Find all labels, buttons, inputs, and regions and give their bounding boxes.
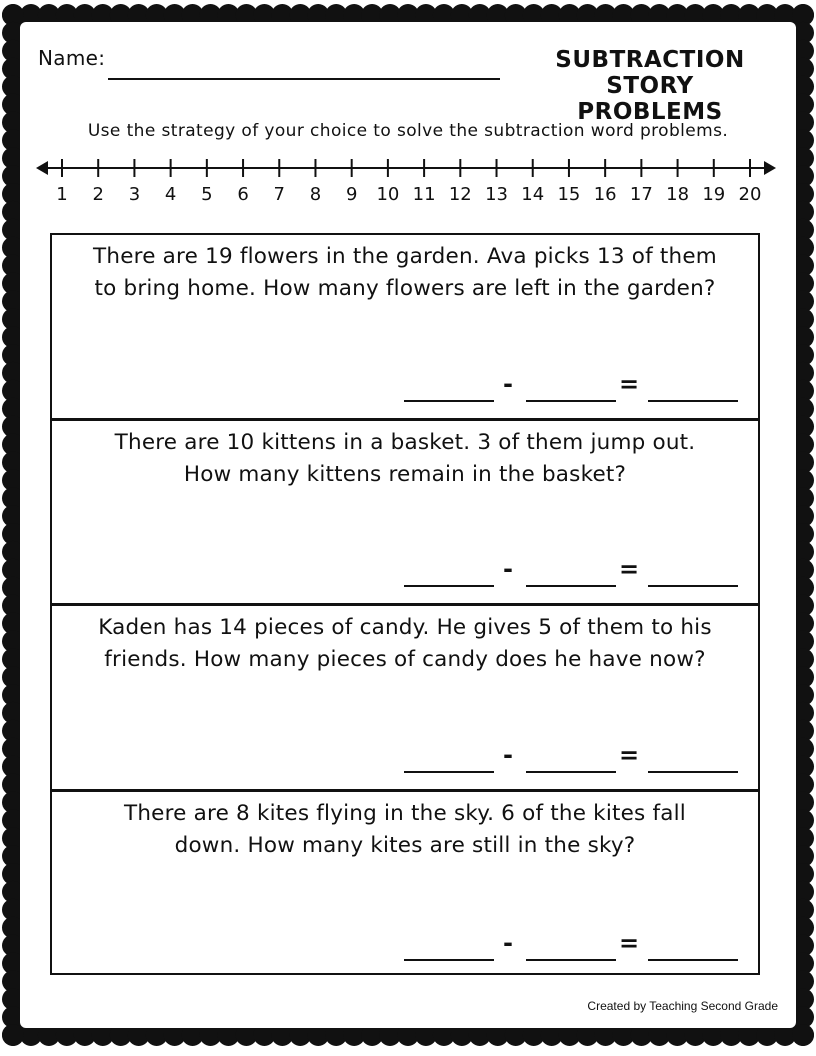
number-line-label: 10	[376, 184, 400, 205]
number-line-label: 5	[201, 184, 213, 205]
equals-sign: =	[618, 929, 640, 957]
minus-sign: -	[503, 555, 513, 583]
title-line-1: SUBTRACTION STORY	[555, 47, 745, 99]
equation-row	[404, 547, 740, 587]
equals-sign: =	[618, 740, 640, 769]
number-line-right-arrow	[764, 161, 776, 175]
number-line-label: 12	[448, 184, 472, 205]
name-write-line[interactable]	[108, 78, 500, 80]
problem-text	[64, 612, 746, 676]
problem-1	[52, 235, 758, 421]
problems-box	[50, 233, 760, 975]
answer-blank[interactable]	[526, 585, 616, 587]
problem-line: There are 8 kites flying in the sky. 6 of the kites fall	[124, 800, 686, 826]
name-label: Name:	[38, 46, 106, 70]
problem-line: down. How many kites are still in the sky?	[174, 832, 636, 858]
problem-2	[52, 421, 758, 607]
problem-4	[52, 792, 758, 978]
answer-blank[interactable]	[526, 771, 616, 773]
number-line-label: 20	[738, 184, 762, 205]
equals-sign: =	[618, 369, 640, 398]
problem-line: Kaden has 14 pieces of candy. He gives 5 of them to his	[98, 615, 712, 640]
answer-blank[interactable]	[404, 585, 494, 587]
number-line-label: 17	[629, 184, 653, 205]
number-line-label: 3	[128, 184, 141, 205]
problem-text	[64, 241, 746, 305]
problem-3	[52, 606, 758, 792]
number-line-label: 15	[557, 184, 581, 205]
number-line-label: 9	[345, 184, 358, 205]
problem-line: friends. How many pieces of candy does he have now?	[104, 647, 706, 672]
equals-sign: =	[618, 555, 640, 583]
number-line-label: 13	[485, 184, 508, 205]
instructions: Use the strategy of your choice to solve the subtraction word problems.	[87, 121, 729, 141]
border-scallop	[2, 1024, 24, 1046]
answer-blank[interactable]	[648, 585, 738, 587]
answer-blank[interactable]	[404, 959, 494, 961]
worksheet-title	[512, 47, 788, 125]
number-line-label: 8	[309, 184, 322, 205]
equation-row	[404, 362, 740, 402]
answer-blank[interactable]	[404, 400, 494, 402]
answer-blank[interactable]	[648, 771, 738, 773]
problem-line: There are 19 flowers in the garden. Ava picks 13 of them	[93, 244, 717, 269]
number-line-label: 11	[412, 184, 436, 205]
problem-line: to bring home. How many flowers are left in the garden?	[94, 276, 716, 301]
border-scallop	[792, 1024, 814, 1046]
number-line-label: 4	[164, 184, 177, 205]
problem-text	[64, 427, 746, 491]
minus-sign: -	[503, 369, 513, 398]
minus-sign: -	[503, 740, 513, 769]
number-line-label: 14	[521, 184, 545, 205]
problem-line: How many kittens remain in the basket?	[183, 461, 627, 487]
problem-line: There are 10 kittens in a basket. 3 of them jump out.	[114, 429, 696, 455]
number-line-left-arrow	[36, 161, 48, 175]
number-line	[0, 150, 816, 210]
equation-row	[404, 921, 740, 961]
number-line-label: 2	[92, 184, 104, 205]
credit-footer: Created by Teaching Second Grade	[587, 999, 778, 1013]
number-line-label: 16	[593, 184, 617, 205]
number-line-label: 7	[273, 184, 285, 205]
equation-row	[404, 733, 740, 773]
minus-sign: -	[503, 929, 513, 957]
number-line-label: 18	[666, 184, 690, 205]
title-line-2: PROBLEMS	[577, 99, 723, 125]
number-line-label: 1	[56, 184, 68, 205]
answer-blank[interactable]	[526, 959, 616, 961]
answer-blank[interactable]	[404, 771, 494, 773]
answer-blank[interactable]	[526, 400, 616, 402]
number-line-label: 6	[237, 184, 249, 205]
answer-blank[interactable]	[648, 959, 738, 961]
number-line-label: 19	[702, 184, 726, 205]
problem-text	[64, 798, 746, 862]
answer-blank[interactable]	[648, 400, 738, 402]
